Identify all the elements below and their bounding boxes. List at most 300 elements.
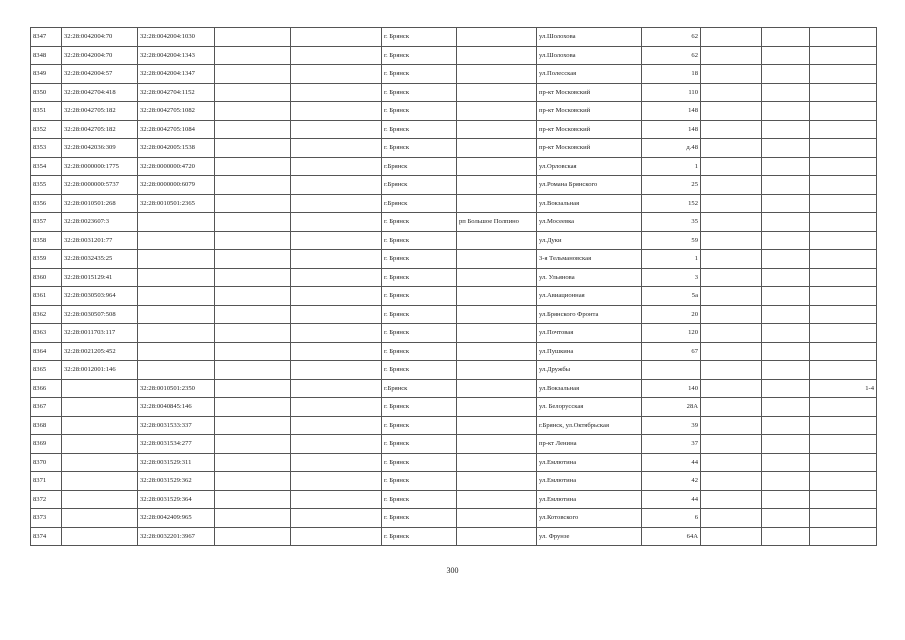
city-cell: г. Брянск bbox=[382, 120, 457, 139]
city-cell: г. Брянск bbox=[382, 102, 457, 121]
empty-cell bbox=[291, 490, 382, 509]
empty-cell bbox=[762, 509, 810, 528]
empty-cell bbox=[701, 250, 762, 269]
premises-cadastral-number-cell: 32:28:0042005:1538 bbox=[138, 139, 215, 158]
empty-cell bbox=[291, 398, 382, 417]
street-cell: пр-кт Московский bbox=[537, 139, 642, 158]
empty-cell bbox=[701, 194, 762, 213]
empty-cell bbox=[701, 324, 762, 343]
table-row bbox=[31, 416, 877, 435]
table-row bbox=[31, 139, 877, 158]
street-cell: пр-кт Ленина bbox=[537, 435, 642, 454]
house-number-cell: 44 bbox=[642, 490, 701, 509]
premises-cadastral-number-cell bbox=[138, 324, 215, 343]
locality-cell bbox=[457, 305, 537, 324]
apartment-cell bbox=[810, 102, 877, 121]
table-row bbox=[31, 398, 877, 417]
street-cell: ул.Брянского Фронта bbox=[537, 305, 642, 324]
cadastral-number-cell bbox=[62, 398, 138, 417]
table-row bbox=[31, 509, 877, 528]
empty-cell bbox=[701, 472, 762, 491]
empty-cell bbox=[762, 268, 810, 287]
premises-cadastral-number-cell: 32:28:0010501:2350 bbox=[138, 379, 215, 398]
street-cell: ул.Шолохова bbox=[537, 46, 642, 65]
empty-cell bbox=[291, 268, 382, 287]
table-row bbox=[31, 176, 877, 195]
street-cell: ул.Емлютина bbox=[537, 472, 642, 491]
premises-cadastral-number-cell bbox=[138, 305, 215, 324]
apartment-cell bbox=[810, 490, 877, 509]
city-cell: г. Брянск bbox=[382, 65, 457, 84]
cadastral-number-cell: 32:28:0000000:1775 bbox=[62, 157, 138, 176]
cadastral-number-cell: 32:28:0042704:418 bbox=[62, 83, 138, 102]
empty-cell bbox=[701, 231, 762, 250]
empty-cell bbox=[701, 435, 762, 454]
house-number-cell: 110 bbox=[642, 83, 701, 102]
locality-cell bbox=[457, 83, 537, 102]
house-number-cell: 67 bbox=[642, 342, 701, 361]
row-number: 8357 bbox=[31, 213, 62, 232]
apartment-cell bbox=[810, 342, 877, 361]
table-row bbox=[31, 324, 877, 343]
apartment-cell bbox=[810, 46, 877, 65]
empty-cell bbox=[762, 416, 810, 435]
street-cell: г.Брянск, ул.Октябрьская bbox=[537, 416, 642, 435]
empty-cell bbox=[762, 65, 810, 84]
empty-cell bbox=[215, 398, 291, 417]
empty-cell bbox=[762, 120, 810, 139]
premises-cadastral-number-cell: 32:28:0031529:362 bbox=[138, 472, 215, 491]
cadastral-number-cell: 32:28:0031201:77 bbox=[62, 231, 138, 250]
locality-cell bbox=[457, 398, 537, 417]
row-number: 8348 bbox=[31, 46, 62, 65]
table-row bbox=[31, 46, 877, 65]
empty-cell bbox=[215, 453, 291, 472]
locality-cell bbox=[457, 120, 537, 139]
locality-cell bbox=[457, 324, 537, 343]
empty-cell bbox=[215, 472, 291, 491]
empty-cell bbox=[762, 46, 810, 65]
empty-cell bbox=[215, 250, 291, 269]
street-cell: ул.Пушкина bbox=[537, 342, 642, 361]
apartment-cell bbox=[810, 176, 877, 195]
empty-cell bbox=[291, 472, 382, 491]
empty-cell bbox=[291, 28, 382, 47]
row-number: 8352 bbox=[31, 120, 62, 139]
house-number-cell: 140 bbox=[642, 379, 701, 398]
locality-cell bbox=[457, 527, 537, 546]
city-cell: г. Брянск bbox=[382, 28, 457, 47]
apartment-cell bbox=[810, 361, 877, 380]
premises-cadastral-number-cell: 32:28:0042704:1152 bbox=[138, 83, 215, 102]
empty-cell bbox=[701, 139, 762, 158]
table-row bbox=[31, 305, 877, 324]
empty-cell bbox=[291, 287, 382, 306]
locality-cell bbox=[457, 231, 537, 250]
locality-cell bbox=[457, 472, 537, 491]
apartment-cell bbox=[810, 287, 877, 306]
street-cell: ул.Дуки bbox=[537, 231, 642, 250]
city-cell: г. Брянск bbox=[382, 268, 457, 287]
empty-cell bbox=[762, 398, 810, 417]
cadastral-number-cell: 32:28:0023607:3 bbox=[62, 213, 138, 232]
empty-cell bbox=[291, 176, 382, 195]
cadastral-number-cell: 32:28:0042004:70 bbox=[62, 28, 138, 47]
street-cell: ул.Романа Брянского bbox=[537, 176, 642, 195]
cadastral-number-cell: 32:28:0015129:41 bbox=[62, 268, 138, 287]
empty-cell bbox=[215, 527, 291, 546]
table-row bbox=[31, 194, 877, 213]
city-cell: г.Брянск bbox=[382, 379, 457, 398]
empty-cell bbox=[215, 268, 291, 287]
table-row bbox=[31, 65, 877, 84]
empty-cell bbox=[215, 490, 291, 509]
table-row bbox=[31, 157, 877, 176]
apartment-cell bbox=[810, 139, 877, 158]
empty-cell bbox=[701, 176, 762, 195]
apartment-cell bbox=[810, 305, 877, 324]
locality-cell bbox=[457, 157, 537, 176]
premises-cadastral-number-cell: 32:28:0031534:277 bbox=[138, 435, 215, 454]
premises-cadastral-number-cell: 32:28:0000000:6079 bbox=[138, 176, 215, 195]
row-number: 8351 bbox=[31, 102, 62, 121]
empty-cell bbox=[762, 342, 810, 361]
street-cell: ул.Шолохова bbox=[537, 28, 642, 47]
empty-cell bbox=[291, 435, 382, 454]
locality-cell bbox=[457, 176, 537, 195]
house-number-cell: 35 bbox=[642, 213, 701, 232]
apartment-cell bbox=[810, 28, 877, 47]
empty-cell bbox=[701, 102, 762, 121]
empty-cell bbox=[215, 46, 291, 65]
row-number: 8356 bbox=[31, 194, 62, 213]
row-number: 8371 bbox=[31, 472, 62, 491]
premises-cadastral-number-cell: 32:28:0032201:3967 bbox=[138, 527, 215, 546]
house-number-cell: 152 bbox=[642, 194, 701, 213]
locality-cell bbox=[457, 416, 537, 435]
empty-cell bbox=[701, 268, 762, 287]
house-number-cell: 1 bbox=[642, 157, 701, 176]
cadastral-number-cell: 32:28:0030503:964 bbox=[62, 287, 138, 306]
table-row bbox=[31, 361, 877, 380]
city-cell: г. Брянск bbox=[382, 287, 457, 306]
empty-cell bbox=[291, 102, 382, 121]
empty-cell bbox=[215, 65, 291, 84]
house-number-cell bbox=[642, 361, 701, 380]
cadastral-number-cell bbox=[62, 490, 138, 509]
house-number-cell: 1 bbox=[642, 250, 701, 269]
empty-cell bbox=[215, 213, 291, 232]
city-cell: г. Брянск bbox=[382, 213, 457, 232]
empty-cell bbox=[291, 305, 382, 324]
empty-cell bbox=[291, 453, 382, 472]
empty-cell bbox=[291, 342, 382, 361]
premises-cadastral-number-cell bbox=[138, 213, 215, 232]
street-cell: пр-кт Московский bbox=[537, 120, 642, 139]
apartment-cell bbox=[810, 527, 877, 546]
empty-cell bbox=[701, 361, 762, 380]
locality-cell bbox=[457, 435, 537, 454]
register-rows bbox=[31, 28, 877, 546]
apartment-cell bbox=[810, 213, 877, 232]
cadastral-number-cell: 32:28:0042705:182 bbox=[62, 102, 138, 121]
cadastral-number-cell: 32:28:0000000:5737 bbox=[62, 176, 138, 195]
empty-cell bbox=[701, 65, 762, 84]
city-cell: г. Брянск bbox=[382, 250, 457, 269]
house-number-cell: 44 bbox=[642, 453, 701, 472]
cadastral-number-cell bbox=[62, 435, 138, 454]
row-number: 8368 bbox=[31, 416, 62, 435]
premises-cadastral-number-cell bbox=[138, 361, 215, 380]
house-number-cell: 6 bbox=[642, 509, 701, 528]
row-number: 8360 bbox=[31, 268, 62, 287]
locality-cell bbox=[457, 509, 537, 528]
row-number: 8373 bbox=[31, 509, 62, 528]
empty-cell bbox=[291, 213, 382, 232]
empty-cell bbox=[215, 287, 291, 306]
row-number: 8370 bbox=[31, 453, 62, 472]
city-cell: г. Брянск bbox=[382, 83, 457, 102]
city-cell: г. Брянск bbox=[382, 46, 457, 65]
row-number: 8358 bbox=[31, 231, 62, 250]
cadastral-number-cell: 32:28:0021205:452 bbox=[62, 342, 138, 361]
empty-cell bbox=[762, 194, 810, 213]
empty-cell bbox=[701, 120, 762, 139]
house-number-cell: 62 bbox=[642, 28, 701, 47]
locality-cell bbox=[457, 379, 537, 398]
premises-cadastral-number-cell bbox=[138, 231, 215, 250]
apartment-cell: 1-4 bbox=[810, 379, 877, 398]
empty-cell bbox=[215, 120, 291, 139]
cadastral-number-cell: 32:28:0042004:70 bbox=[62, 46, 138, 65]
street-cell: 3-я Тельмановская bbox=[537, 250, 642, 269]
empty-cell bbox=[762, 250, 810, 269]
empty-cell bbox=[291, 324, 382, 343]
street-cell: ул. Фрунзе bbox=[537, 527, 642, 546]
house-number-cell: д.48 bbox=[642, 139, 701, 158]
empty-cell bbox=[762, 176, 810, 195]
locality-cell bbox=[457, 361, 537, 380]
empty-cell bbox=[215, 324, 291, 343]
row-number: 8374 bbox=[31, 527, 62, 546]
apartment-cell bbox=[810, 453, 877, 472]
empty-cell bbox=[291, 83, 382, 102]
premises-cadastral-number-cell: 32:28:0042705:1084 bbox=[138, 120, 215, 139]
empty-cell bbox=[291, 157, 382, 176]
street-cell: ул.Авиационная bbox=[537, 287, 642, 306]
empty-cell bbox=[215, 83, 291, 102]
apartment-cell bbox=[810, 268, 877, 287]
row-number: 8364 bbox=[31, 342, 62, 361]
premises-cadastral-number-cell bbox=[138, 287, 215, 306]
empty-cell bbox=[215, 416, 291, 435]
empty-cell bbox=[762, 472, 810, 491]
empty-cell bbox=[291, 120, 382, 139]
cadastral-number-cell: 32:28:0042036:309 bbox=[62, 139, 138, 158]
table-row bbox=[31, 527, 877, 546]
row-number: 8363 bbox=[31, 324, 62, 343]
empty-cell bbox=[701, 379, 762, 398]
locality-cell bbox=[457, 65, 537, 84]
city-cell: г.Брянск bbox=[382, 157, 457, 176]
locality-cell bbox=[457, 250, 537, 269]
empty-cell bbox=[215, 342, 291, 361]
row-number: 8369 bbox=[31, 435, 62, 454]
cadastral-number-cell: 32:28:0012001:146 bbox=[62, 361, 138, 380]
apartment-cell bbox=[810, 250, 877, 269]
empty-cell bbox=[701, 490, 762, 509]
empty-cell bbox=[291, 361, 382, 380]
apartment-cell bbox=[810, 83, 877, 102]
empty-cell bbox=[215, 102, 291, 121]
house-number-cell: 42 bbox=[642, 472, 701, 491]
premises-cadastral-number-cell: 32:28:0031533:337 bbox=[138, 416, 215, 435]
locality-cell bbox=[457, 194, 537, 213]
table-row bbox=[31, 342, 877, 361]
empty-cell bbox=[762, 527, 810, 546]
cadastral-number-cell: 32:28:0042705:182 bbox=[62, 120, 138, 139]
city-cell: г. Брянск bbox=[382, 398, 457, 417]
locality-cell bbox=[457, 342, 537, 361]
empty-cell bbox=[215, 305, 291, 324]
street-cell: ул.Котовского bbox=[537, 509, 642, 528]
city-cell: г. Брянск bbox=[382, 324, 457, 343]
street-cell: ул.Полесская bbox=[537, 65, 642, 84]
apartment-cell bbox=[810, 194, 877, 213]
row-number: 8354 bbox=[31, 157, 62, 176]
register-table bbox=[30, 27, 877, 546]
street-cell: ул.Орловская bbox=[537, 157, 642, 176]
empty-cell bbox=[762, 361, 810, 380]
empty-cell bbox=[291, 509, 382, 528]
premises-cadastral-number-cell: 32:28:0042004:1030 bbox=[138, 28, 215, 47]
city-cell: г. Брянск bbox=[382, 139, 457, 158]
empty-cell bbox=[762, 213, 810, 232]
cadastral-number-cell bbox=[62, 509, 138, 528]
apartment-cell bbox=[810, 435, 877, 454]
row-number: 8349 bbox=[31, 65, 62, 84]
empty-cell bbox=[762, 453, 810, 472]
table-row bbox=[31, 231, 877, 250]
house-number-cell: 25 bbox=[642, 176, 701, 195]
cadastral-number-cell: 32:28:0011703:117 bbox=[62, 324, 138, 343]
house-number-cell: 20 bbox=[642, 305, 701, 324]
table-row bbox=[31, 213, 877, 232]
street-cell: пр-кт Московский bbox=[537, 83, 642, 102]
apartment-cell bbox=[810, 324, 877, 343]
premises-cadastral-number-cell: 32:28:0031529:364 bbox=[138, 490, 215, 509]
premises-cadastral-number-cell: 32:28:0031529:311 bbox=[138, 453, 215, 472]
street-cell: ул.Емлютина bbox=[537, 490, 642, 509]
house-number-cell: 5а bbox=[642, 287, 701, 306]
street-cell: ул.Почтовая bbox=[537, 324, 642, 343]
premises-cadastral-number-cell: 32:28:0042409:965 bbox=[138, 509, 215, 528]
house-number-cell: 59 bbox=[642, 231, 701, 250]
table-row bbox=[31, 268, 877, 287]
empty-cell bbox=[291, 250, 382, 269]
city-cell: г. Брянск bbox=[382, 416, 457, 435]
empty-cell bbox=[762, 435, 810, 454]
empty-cell bbox=[215, 28, 291, 47]
locality-cell bbox=[457, 46, 537, 65]
empty-cell bbox=[762, 139, 810, 158]
empty-cell bbox=[291, 46, 382, 65]
table-row bbox=[31, 120, 877, 139]
apartment-cell bbox=[810, 231, 877, 250]
empty-cell bbox=[762, 287, 810, 306]
apartment-cell bbox=[810, 65, 877, 84]
house-number-cell: 148 bbox=[642, 102, 701, 121]
city-cell: г. Брянск bbox=[382, 342, 457, 361]
table-row bbox=[31, 102, 877, 121]
empty-cell bbox=[215, 157, 291, 176]
row-number: 8367 bbox=[31, 398, 62, 417]
premises-cadastral-number-cell: 32:28:0000000:4720 bbox=[138, 157, 215, 176]
empty-cell bbox=[291, 139, 382, 158]
house-number-cell: 28А bbox=[642, 398, 701, 417]
locality-cell bbox=[457, 139, 537, 158]
row-number: 8361 bbox=[31, 287, 62, 306]
row-number: 8353 bbox=[31, 139, 62, 158]
empty-cell bbox=[291, 231, 382, 250]
street-cell: ул.Вокзальная bbox=[537, 194, 642, 213]
premises-cadastral-number-cell: 32:28:0010501:2365 bbox=[138, 194, 215, 213]
empty-cell bbox=[762, 305, 810, 324]
row-number: 8355 bbox=[31, 176, 62, 195]
row-number: 8347 bbox=[31, 28, 62, 47]
city-cell: г. Брянск bbox=[382, 361, 457, 380]
empty-cell bbox=[291, 65, 382, 84]
city-cell: г. Брянск bbox=[382, 435, 457, 454]
empty-cell bbox=[215, 176, 291, 195]
empty-cell bbox=[215, 361, 291, 380]
city-cell: г. Брянск bbox=[382, 305, 457, 324]
empty-cell bbox=[291, 379, 382, 398]
row-number: 8359 bbox=[31, 250, 62, 269]
locality-cell bbox=[457, 453, 537, 472]
empty-cell bbox=[701, 83, 762, 102]
street-cell: ул. Белорусская bbox=[537, 398, 642, 417]
house-number-cell: 148 bbox=[642, 120, 701, 139]
page-number: 300 bbox=[446, 566, 459, 575]
apartment-cell bbox=[810, 472, 877, 491]
street-cell: ул.Вокзальная bbox=[537, 379, 642, 398]
row-number: 8362 bbox=[31, 305, 62, 324]
cadastral-number-cell bbox=[62, 527, 138, 546]
empty-cell bbox=[762, 324, 810, 343]
empty-cell bbox=[215, 194, 291, 213]
table-row bbox=[31, 379, 877, 398]
apartment-cell bbox=[810, 120, 877, 139]
street-cell: ул.Дружбы bbox=[537, 361, 642, 380]
table-row bbox=[31, 490, 877, 509]
apartment-cell bbox=[810, 509, 877, 528]
table-row bbox=[31, 472, 877, 491]
cadastral-number-cell bbox=[62, 416, 138, 435]
cadastral-number-cell bbox=[62, 379, 138, 398]
locality-cell: рп Большое Полпино bbox=[457, 213, 537, 232]
premises-cadastral-number-cell: 32:28:0042004:1347 bbox=[138, 65, 215, 84]
apartment-cell bbox=[810, 398, 877, 417]
premises-cadastral-number-cell bbox=[138, 342, 215, 361]
city-cell: г. Брянск bbox=[382, 509, 457, 528]
empty-cell bbox=[215, 379, 291, 398]
row-number: 8350 bbox=[31, 83, 62, 102]
house-number-cell: 120 bbox=[642, 324, 701, 343]
city-cell: г. Брянск bbox=[382, 527, 457, 546]
empty-cell bbox=[701, 342, 762, 361]
row-number: 8372 bbox=[31, 490, 62, 509]
